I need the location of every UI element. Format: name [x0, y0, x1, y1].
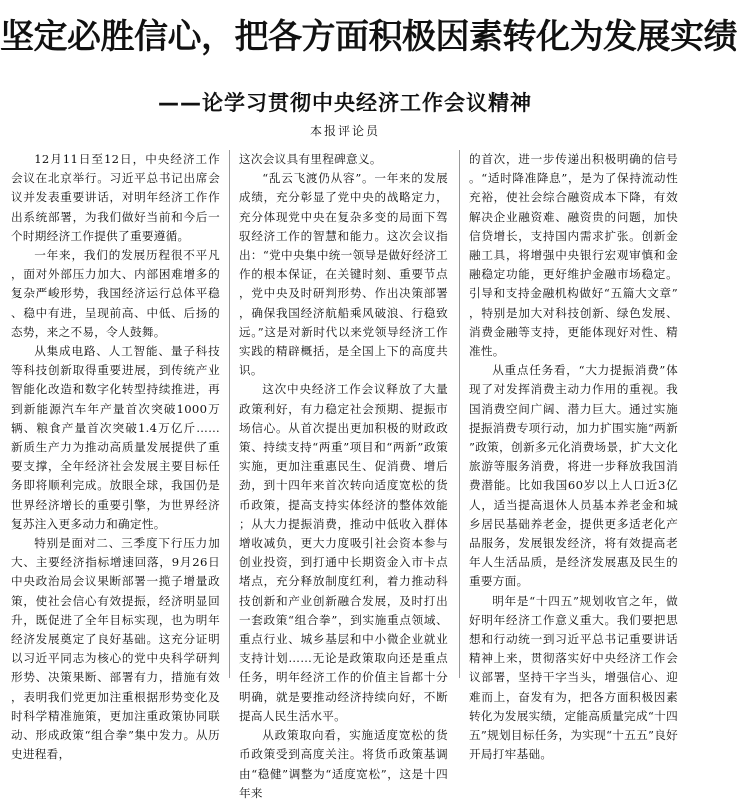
subheadline: ——论学习贯彻中央经济工作会议精神 — [158, 91, 532, 115]
paragraph: 12月11日至12日，中央经济工作会议在北京举行。习近平总书记出席会议并发表重要讲话，对明年经济工作作出系统部署，为我们做好当前和今后一个时期经济工作提供了重要遵循。 — [11, 152, 220, 243]
byline: 本报评论员 — [309, 124, 380, 138]
article-column-3 — [469, 150, 678, 762]
paragraph: 从集成电路、人工智能、量子科技等科技创新取得重要进展，到传统产业智能化改造和数字化转型持续推进，再到新能源汽车年产量首次突破1000万辆、粮食产量首次突破1.4万亿斤……新质生产力为推动高质量发展提供了重要支撑，全年经济社会发展主要目标任务即将顺利完成。放眼全球，我国仍是世界经济增长的重要引擎，为世界经济复苏注入更多动力和确定性。 — [11, 344, 220, 531]
headline: 坚定必胜信心，把各方面积极因素转化为发展实绩 — [0, 17, 737, 57]
column-divider — [459, 150, 460, 678]
paragraph: 一年来，我们的发展历程很不平凡，面对外部压力加大、内部困难增多的复杂严峻形势，我国经济运行总体平稳、稳中有进，呈现前高、中低、后扬的态势，来之不易，令人鼓舞。 — [11, 248, 220, 339]
paragraph: 从重点任务看，“大力提振消费”体现了对发挥消费主动力作用的重视。我国消费空间广阔、潜力巨大。通过实施提振消费专项行动，加力扩围实施“两新”政策，创新多元化消费场景，扩大文化旅游等服务消费，将进一步释放我国消费潜能。比如我国60岁以上人口近3亿人，适当提高退休人员基本养老金和城乡居民基础养老金，提供更多适老化产品服务，发展银发经济，将有效提高老年人生活品质，是经济发展惠及民生的重要方面。 — [469, 363, 678, 589]
article-column-2 — [239, 150, 448, 800]
paragraph: 这次会议具有里程碑意义。 — [239, 152, 382, 166]
paragraph: 明年是“十四五”规划收官之年，做好明年经济工作意义重大。我们要把思想和行动统一到习近平总书记重要讲话精神上来，贯彻落实好中央经济工作会议部署，坚持干字当头，增强信心、迎难而上，奋发有为，把各方面积极因素转化为发展实绩，定能高质量完成“十四五”规划目标任务，为实现“十五五”良好开局打牢基础。 — [469, 593, 678, 762]
paragraph: 的首次，进一步传递出积极明确的信号。“适时降准降息”，是为了保持流动性充裕，使社会综合融资成本下降，有效解决企业融资难、融资贵的问题，加快信贷增长，支持国内需求扩张。创新金融工具，将增强中央银行宏观审慎和金融稳定功能，更好维护金融市场稳定。引导和支持金融机构做好“五篇大文章”，特别是加大对科技创新、绿色发展、消费金融等支持，更能体现好对性、精准性。 — [469, 152, 678, 359]
paragraph: 特别是面对二、三季度下行压力加大、主要经济指标增速回落，9月26日中央政治局会议果断部署一揽子增量政策，使社会信心有效提振，经济明显回升，既促进了全年目标实现，也为明年经济发展奠定了良好基础。这充分证明以习近平同志为核心的党中央科学研判形势、决策果断、部署有力，措施有效，表明我们党更加注重根据形势变化及时科学精准施策，更加注重政策协同联动、形成政策“组合拳”集中发力。从历史进程看， — [11, 536, 220, 762]
paragraph: 这次中央经济工作会议释放了大量政策利好，有力稳定社会预期、提振市场信心。从首次提出更加积极的财政政策、持续支持“两重”项目和“两新”政策实施，更加注重惠民生、促消费、增后劲，到十四年来首次转向适度宽松的货币政策，提高支持实体经济的整体效能；从大力提振消费，推动中低收入群体增收减负，更大力度吸引社会资本参与创业投资，到打通中长期资金入市卡点堵点，充分释放制度红利，着力推动科技创新和产业创新融合发展，及时打出一套政策“组合拳”，到实施重点领域、重点行业、城乡基层和中小微企业就业支持计划……无论是政策取向还是重点任务，明年经济工作的价值主旨都十分明确，就是要推动经济持续向好，不断提高人民生活水平。 — [239, 382, 448, 723]
paragraph: 从政策取向看，实施适度宽松的货币政策受到高度关注。将货币政策基调由“稳健”调整为“适度宽松”，这是十四年来 — [239, 728, 448, 800]
paragraph: “乱云飞渡仍从容”。一年来的发展成绩，充分彰显了党中央的战略定力，充分体现党中央在复杂多变的局面下驾驭经济工作的智慧和能力。这次会议指出：“党中央集中统一领导是做好经济工作的根本保证，在关键时刻、重要节点，党中央及时研判形势、作出决策部署，确保我国经济航船乘风破浪、行稳致远。”这是对新时代以来党领导经济工作实践的精辟概括，是全国上下的高度共识。 — [239, 171, 448, 378]
column-divider — [229, 150, 230, 678]
article-column-1 — [11, 150, 220, 762]
